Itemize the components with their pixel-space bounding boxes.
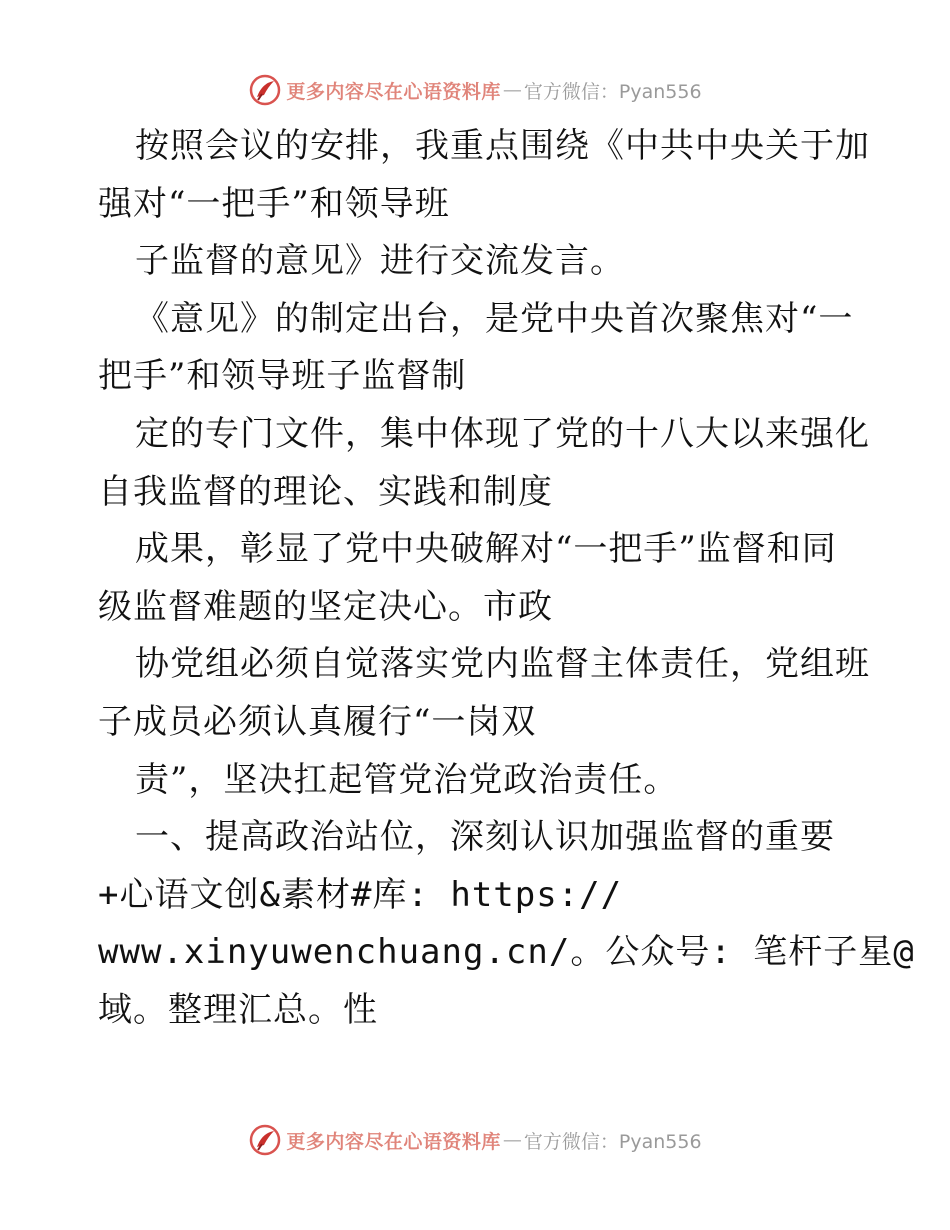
body-line: 子监督的意见》进行交流发言。 (135, 241, 625, 282)
body-line: +心语文创&素材#库: https:// (98, 874, 623, 915)
body-line: 协党组必须自觉落实党内监督主体责任，党组班 (135, 644, 870, 685)
banner-official-wechat: 官方微信：Pyan556 (523, 80, 702, 103)
banner-official-wechat: 官方微信：Pyan556 (523, 1130, 702, 1153)
body-line: 一、提高政治站位，深刻认识加强监督的重要 (135, 817, 835, 858)
document-body (98, 118, 915, 1040)
body-line: 定的专门文件，集中体现了党的十八大以来强化 (135, 413, 870, 454)
header-banner (0, 70, 950, 110)
brush-logo-icon (248, 1123, 282, 1157)
banner-dash: — (502, 1129, 522, 1151)
body-line: 子成员必须认真履行“一岗双 (98, 701, 537, 742)
body-line: 把手”和领导班子监督制 (98, 356, 467, 397)
body-line: 按照会议的安排，我重点围绕《中共中央关于加 (135, 126, 870, 166)
footer-banner (0, 1120, 950, 1160)
body-line: 成果，彰显了党中央破解对“一把手”监督和同 (135, 529, 837, 570)
body-line: 域。整理汇总。性 (98, 989, 378, 1030)
body-line: 自我监督的理论、实践和制度 (98, 471, 553, 512)
banner-promo-text: 更多内容尽在心语资料库 (286, 1130, 501, 1153)
banner-promo-text: 更多内容尽在心语资料库 (286, 80, 501, 103)
body-line: 责”，坚决扛起管党治党政治责任。 (135, 759, 679, 800)
brush-logo-icon (248, 73, 282, 107)
body-line: 强对“一把手”和领导班 (98, 183, 450, 224)
body-line: www.xinyuwenchuang.cn/。公众号: 笔杆子星@ (98, 932, 915, 973)
body-line: 级监督难题的坚定决心。市政 (98, 586, 553, 627)
body-line: 《意见》的制定出台，是党中央首次聚焦对“一 (135, 298, 854, 339)
banner-dash: — (502, 79, 522, 101)
